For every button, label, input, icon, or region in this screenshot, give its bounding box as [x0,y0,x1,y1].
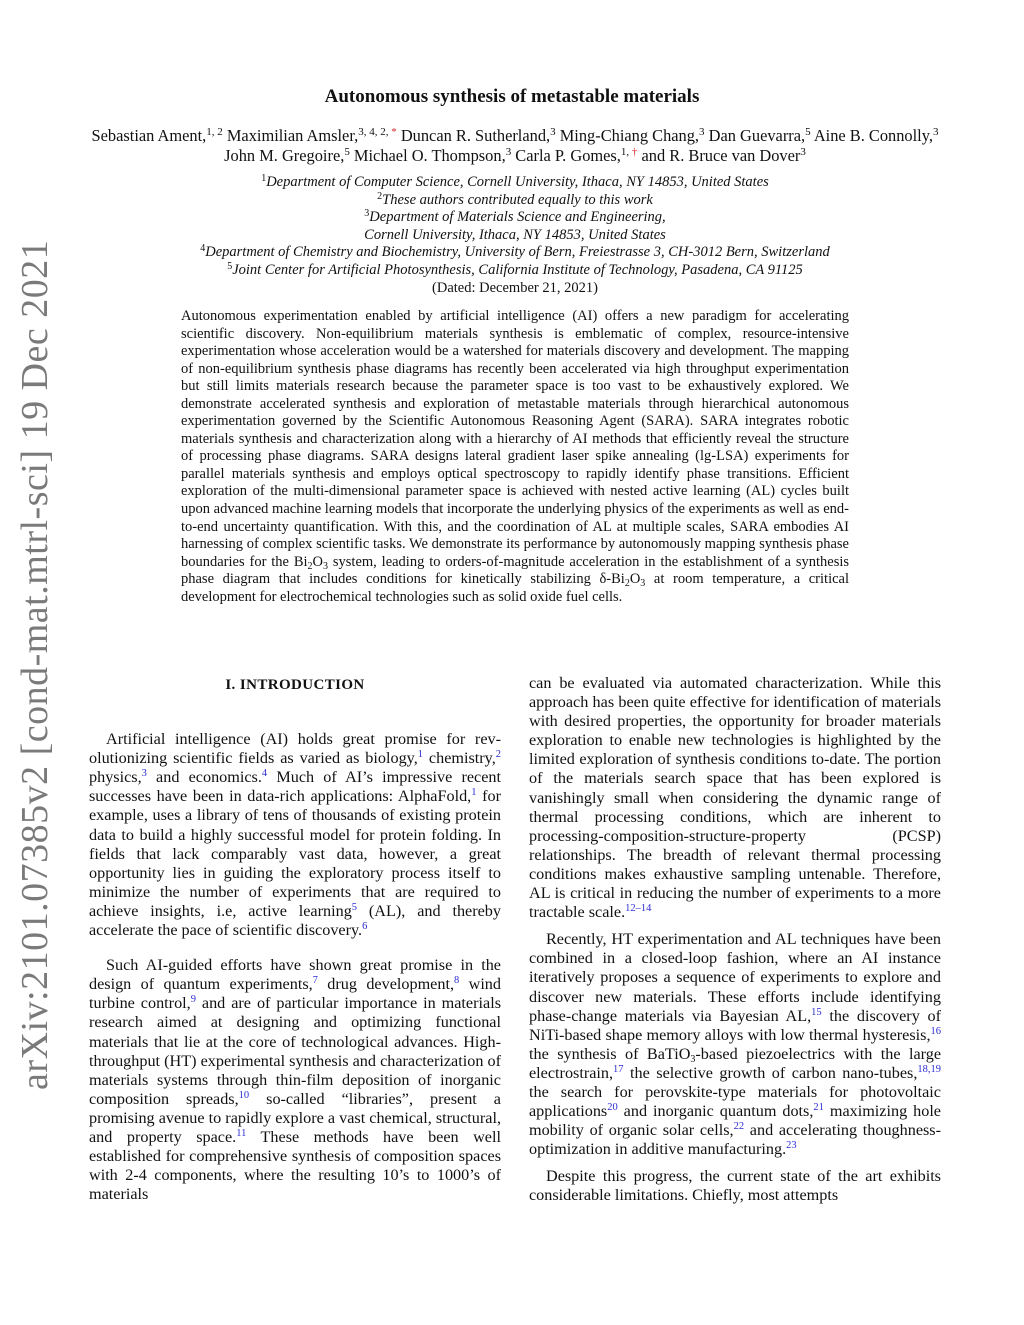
citation-link[interactable]: 11 [236,1127,247,1139]
subscript: 2 [624,578,630,590]
body-text: Artificial intelligence (AI) holds great promise for revolutionizing scientific fields as varied as biology, [89,730,501,768]
affiliation-line [80,192,950,210]
citation-link[interactable]: 12–14 [625,903,652,915]
author-name: Sebastian Ament, [91,126,207,145]
affiliation-mark: 5 [344,146,350,158]
affiliation-mark: 3, 4, 2, * [358,126,397,138]
arxiv-sidebar [2,239,68,1090]
body-text: for example, uses a library of tens of thousands of existing protein data to build a highly successful model for protein folding. In fields that lack comparably vast data, however, a great opportunity lies in guiding the exploratory process itself to minimize the number of experiments that are required to achieve insights, i.e, active learning [89,787,502,920]
citation-link[interactable]: 20 [607,1102,618,1114]
body-text: chemistry, [423,749,496,768]
citation-link[interactable]: 23 [786,1140,797,1152]
affiliation-number: 4 [200,243,206,255]
affiliation-mark: 1, 2 [206,126,223,138]
author-name: Duncan R. Sutherland, [396,126,551,145]
paragraph [89,956,501,1204]
affiliation-text: Department of Computer Science, Cornell University, Ithaca, NY 14853, United States [266,174,769,190]
citation-link[interactable]: 22 [733,1121,745,1133]
body-text: drug development, [317,975,454,994]
body-text: physics, [89,768,142,787]
citation-link[interactable]: 18,19 [917,1063,941,1075]
body-text: maximizing hole mobility of organic solar cells, [529,1102,941,1140]
body-text: can be evaluated via automated characterization. While this approach has been quite effective for identification of materials with desired properties, the opportunity for broader materials exploration to enable new technologies is highlighted by the limited exploration of synthesis conditions to-date. The portion of the materials search space that has been explored is vanishingly small when considering the dynamic range of thermal processing conditions, which are inherent to processing-composition-structure-property (PCSP) relationships. The breadth of relevant thermal processing conditions makes exhaustive sampling untenable. Therefore, AL is critical in reducing the number of experiments to a more tractable scale. [529,674,941,922]
author-name: Aine B. Connolly, [810,126,933,145]
affiliation-line [80,174,950,192]
affiliation-number: 3 [364,208,370,220]
citation-link[interactable]: 5 [351,901,358,913]
body-text: and economics. [146,768,262,787]
affiliation-mark: 3 [550,126,556,138]
body-text: the selective growth of carbon nano-tubes, [623,1063,918,1082]
citation-link[interactable]: 1 [417,749,424,761]
affiliation-text: Joint Center for Artificial Photosynthesis, California Institute of Technology, Pasadena, CA 91125 [232,261,803,278]
author-name: Carla P. Gomes, [511,146,621,165]
citation-link[interactable]: 1 [471,787,477,799]
paper-title: Autonomous synthesis of metastable materials [324,86,700,107]
citation-link[interactable]: 8 [454,975,460,987]
affiliation-text: Cornell University, Ithaca, NY 14853, United States [364,226,666,243]
body-text: Much of AI’s impressive recent successes have been in data-rich applications: AlphaFold, [89,768,501,806]
left-column [89,674,501,1204]
citation-link[interactable]: 17 [613,1063,624,1075]
abstract [181,308,849,606]
citation-link[interactable]: 10 [238,1089,250,1101]
affiliation-mark: 3 [932,126,939,138]
author-name: and R. Bruce van Dover [637,146,801,165]
affiliation-text: These authors contributed equally to this work [382,191,653,208]
affiliation-line [80,209,950,227]
author-name: Michael O. Thompson, [349,146,506,165]
affiliation-mark: 3 [800,146,806,158]
body-text: and accelerating thoughness-optimization in additive manufacturing. [529,1121,941,1159]
affiliation-number: 2 [377,190,383,202]
section-heading-introduction: I. INTRODUCTION [225,677,365,693]
abstract-text-3: system, leading to orders-of-magnitude acceleration in the establishment of a synthesis phase diagram that includes conditions for kinetically stabilizing δ-Bi [181,553,850,588]
citation-link[interactable]: 4 [261,768,268,780]
body-text: wind turbine control, [89,975,501,1013]
author-list [80,126,950,166]
body-text: the search for perovskite-type materials for photovoltaic applications [529,1082,941,1121]
citation-link[interactable]: 3 [141,768,147,780]
affiliation-line [80,227,950,245]
author-name: Ming-Chiang Chang, [555,126,700,145]
abstract-text-5: at room temperature, a critical development for electrochemical technologies such as solid oxide fuel cells. [181,571,849,605]
affiliation-line [80,244,950,262]
affiliation-mark: 3 [505,146,512,158]
author-name: Maximilian Amsler, [222,126,359,145]
citation-link[interactable]: 2 [495,749,502,761]
citation-link[interactable]: 15 [811,1006,822,1018]
affiliation-text: Department of Chemistry and Biochemistry, University of Bern, Freiestrasse 3, CH-3012 Bern, Switzerland [205,244,830,261]
body-text: Such AI-guided efforts have shown great promise in the design of quantum experiments, [89,956,501,994]
footnote-mark[interactable]: † [629,146,638,158]
body-text: These methods have been well established for comprehensive synthesis of composition spaces with 2-4 components, where the resulting 10’s to 1000’s of materials [89,1127,501,1204]
subscript: 2 [307,560,313,572]
arxiv-identifier[interactable]: arXiv:2101.07385v2 [cond-mat.mtrl-sci] 19 Dec 2021 [14,239,56,1090]
right-column [529,674,941,1206]
citation-link[interactable]: 6 [362,921,368,933]
subscript: 3 [690,1053,696,1065]
affiliation-list [80,174,950,297]
paragraph [529,930,941,1159]
affiliation-mark: 3 [699,126,705,138]
subscript: 3 [640,578,646,590]
body-text: and are of particular importance in materials research aimed at designing and optimizing functional materials that lie at the core of technological advances. High-throughput (HT) experimental synthesis and characterization of materials systems through thin-film deposition of inorganic composition spreads, [89,994,501,1108]
citation-link[interactable]: 9 [190,994,196,1006]
body-text: the synthesis of BaTiO [529,1044,691,1063]
affiliation-line [80,262,950,280]
author-name: Dan Guevarra, [704,126,806,145]
abstract-text-1: Autonomous experimentation enabled by artificial intelligence (AI) offers a new paradigm for accelerating scientific discovery. Non-equilibrium materials synthesis is emblematic of complex, resource-intensive experimentation whose acceleration would be a watershed for materials discovery and development. The mapping of non-equilibrium synthesis phase diagrams has recently been accelerated via high throughput experimentation but still limits materials research because the parameter space is too vast to be exhaustively explored. We demonstrate accelerated synthesis and exploration of metastable materials through hierarchical autonomous experimentation governed by the Scientific Autonomous Reasoning Agent (SARA). SARA integrates robotic materials synthesis and characterization along with a hierarchy of AI methods that efficiently reveal the structure of processing phase diagrams. SARA designs lateral gradient laser spike annealing (lg-LSA) experiments for parallel materials synthesis and employs optical spectroscopy to rapidly identify phase transitions. Efficient exploration of the multi-dimensional parameter space is achieved with nested active learning (AL) cycles built upon advanced machine learning models that incorporate the underlying physics of the experiments as well as end-to-end uncertainty quantification. With this, and the coordination of AL at multiple scales, SARA embodies AI harnessing of complex scientific tasks. We demonstrate its performance by autonomously mapping synthesis phase boundaries for the Bi [181,308,849,570]
subscript: 3 [323,560,329,572]
abstract-text-4: O [629,571,641,588]
body-text: -based piezoelectrics with the large electrostrain, [529,1044,941,1082]
paragraph [529,674,941,922]
body-text: Despite this progress, the current state of the art exhibits considerable limitations. Chiefly, most attempts [529,1167,941,1205]
body-text: and inorganic quantum dots, [617,1102,814,1121]
body-text: so-called “libraries”, present a promising avenue to rapidly explore a vast chemical, structural, and property space. [89,1089,501,1146]
citation-link[interactable]: 16 [930,1025,941,1037]
body-text: Recently, HT experimentation and AL techniques have been combined in a closed-loop fashion, where an AI instance iteratively proposes a sequence of experiments to explore and discover new materials. These efforts include identifying phase-change materials via Bayesian AL, [529,930,941,1025]
affiliation-mark: 1, † [620,146,638,158]
footnote-mark[interactable]: * [388,126,397,138]
paragraph [529,1167,941,1205]
abstract-text-2: O [312,553,324,570]
affiliation-text: Department of Materials Science and Engineering, [369,209,666,226]
affiliation-mark: 5 [805,126,811,138]
body-text: (AL), and thereby accelerate the pace of scientific discovery. [89,901,501,940]
paragraph [89,730,501,940]
date-line: (Dated: December 21, 2021) [432,279,598,296]
citation-link[interactable]: 7 [312,975,318,987]
affiliation-number: 5 [227,260,233,272]
affiliation-number: 1 [261,173,267,184]
citation-link[interactable]: 21 [813,1102,824,1114]
body-text: the discovery of NiTi-based shape memory alloys with low thermal hysteresis, [529,1006,941,1044]
author-name: John M. Gregoire, [224,146,345,165]
